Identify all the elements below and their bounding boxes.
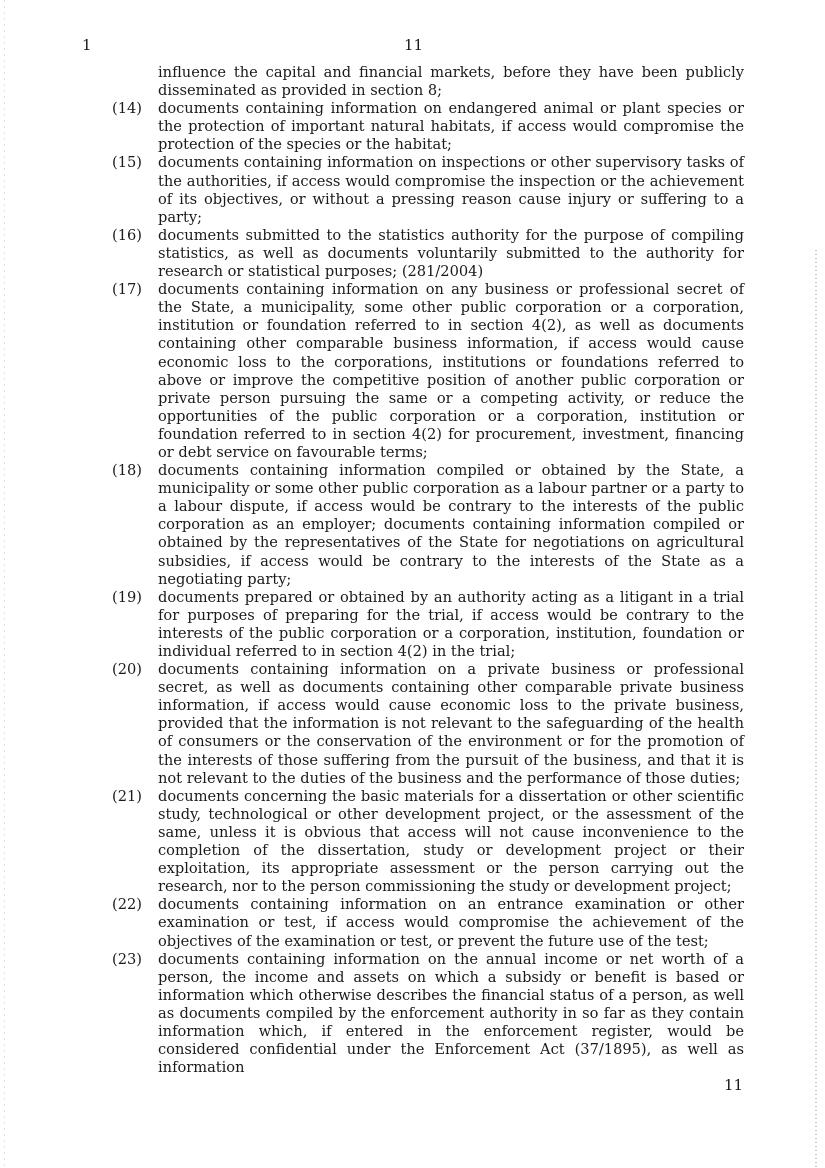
page-number-top: 11 [404, 36, 424, 54]
scan-edge-left [4, 0, 5, 1168]
item-number: (18) [112, 462, 142, 480]
item-number: (21) [112, 787, 142, 805]
item-number: (22) [112, 896, 142, 914]
scan-edge-right [815, 250, 817, 1168]
item-number: (23) [112, 950, 142, 968]
item-number: (20) [112, 661, 142, 679]
item-text: documents containing information compiled or obtained by the State, a municipality or some other public corporation as a labour partner or a party to a labour dispute, if access would be contrary to the interests of the public corporation as an employer; documents containing information compiled or obtained by the representatives of the State for negotiations on agricultural subsidies, if access would be contrary to the interests of the State as a negotiating party; [158, 462, 744, 588]
continuation-text: influence the capital and financial markets, before they have been publicly disseminated as provided in section 8; [158, 64, 744, 100]
list-item [112, 896, 744, 950]
item-text: documents containing information on inspections or other supervisory tasks of the authorities, if access would compromise the inspection or the achievement of its objectives, or without a pressing reason cause injury or suffering to a party; [158, 154, 744, 226]
list-item [112, 100, 744, 154]
list-item [112, 788, 744, 897]
item-text: documents containing information on the annual income or net worth of a person, the income and assets on which a subsidy or benefit is based or information which otherwise describes the financial status of a person, as well as documents compiled by the enforcement authority in so far as they contain information which, if entered in the enforcement register, would be considered confidential under the Enforcement Act (37/1895), as well as information [158, 950, 744, 1077]
item-number: (17) [112, 281, 142, 299]
item-number: (16) [112, 226, 142, 244]
margin-number: 1 [82, 36, 92, 54]
list-item [112, 951, 744, 1078]
item-number: (15) [112, 154, 142, 172]
item-text: documents containing information on a private business or professional secret, as well as documents containing other comparable private business information, if access would cause economic loss to the private business, provided that the information is not relevant to the safeguarding of the health of consumers or the conservation of the environment or for the promotion of the interests of those suffering from the pursuit of the business, and that it is not relevant to the duties of the business and the performance of those duties; [158, 661, 744, 787]
item-text: documents prepared or obtained by an authority acting as a litigant in a trial for purposes of preparing for the trial, if access would be contrary to the interests of the public corporation or a corporation, institution, foundation or individual referred to in section 4(2) in the trial; [158, 588, 744, 660]
page-number-bottom: 11 [724, 1076, 744, 1094]
list-item [112, 154, 744, 226]
item-text: documents containing information on endangered animal or plant species or the protection of important natural habitats, if access would compromise the protection of the species or the habitat; [158, 100, 744, 154]
document-body [112, 64, 744, 1077]
list-item [112, 227, 744, 281]
list-item [112, 281, 744, 462]
list-item [112, 462, 744, 589]
item-text: documents containing information on any business or professional secret of the State, a municipality, some other public corporation or a corporation, institution or foundation referred to in section 4(2), as well as documents containing other comparable business information, if access would cause economic loss to the corporations, institutions or foundations referred to above or improve the competitive position of another public corporation or private person pursuing the same or a competing activity, or reduce the opportunities of the public corporation or a corporation, institution or foundation referred to in section 4(2) for procurement, investment, financing or debt service on favourable terms; [158, 281, 744, 461]
item-text: documents concerning the basic materials for a dissertation or other scientific study, technological or other development project, or the assessment of the same, unless it is obvious that access will not cause inconvenience to the completion of the dissertation, study or development project or their exploitation, its appropriate assessment or the person carrying out the research, nor to the person commissioning the study or development project; [158, 787, 744, 896]
item-number: (19) [112, 588, 142, 606]
item-number: (14) [112, 100, 142, 118]
item-text: documents containing information on an entrance examination or other examination or test, if access would compromise the achievement of the objectives of the examination or test, or prevent the future use of the test; [158, 896, 744, 950]
list-item [112, 589, 744, 661]
list-item [112, 661, 744, 788]
item-text: documents submitted to the statistics authority for the purpose of compiling statistics, as well as documents voluntarily submitted to the authority for research or statistical purposes; (281/2004) [158, 226, 744, 281]
